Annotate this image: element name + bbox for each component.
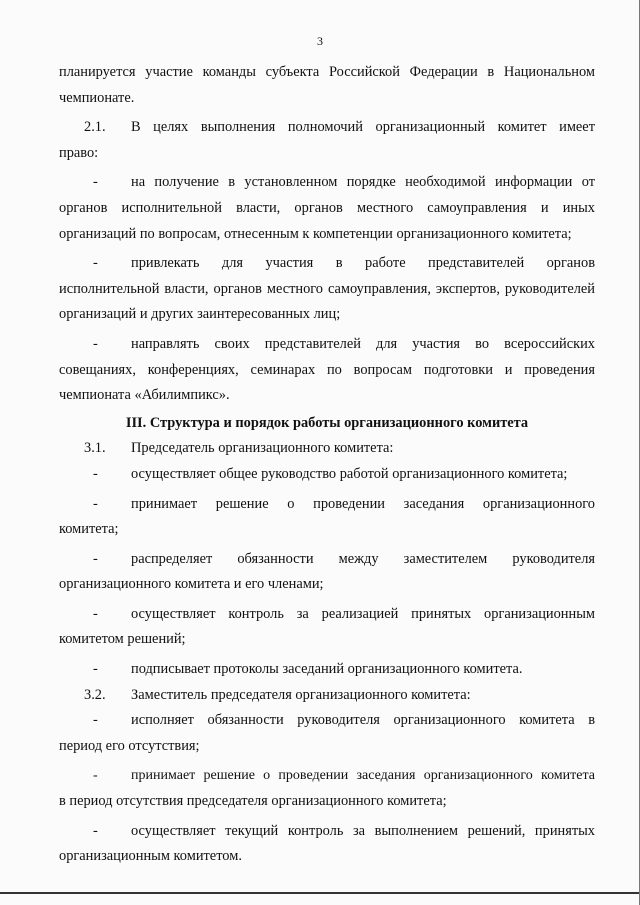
clause-3-2 [59,683,595,709]
clause-text: Председатель организационного комитета: [131,440,394,457]
clause-3-1-item [59,462,595,488]
item-text: осуществляет общее руководство работой организационного комитета; [131,465,568,482]
clause-3-2-item [59,819,595,870]
item-continuation: период его отсутствия; [59,737,200,754]
clause-text: В целях выполнения полномочий организационный комитет имеет [131,119,595,136]
clause-3-1-item [59,657,595,683]
item-continuation: организационным комитетом. [59,848,242,865]
clause-3-1-item [59,602,595,653]
item-continuation: комитета; [59,521,119,538]
clause-2-1 [59,115,595,141]
clause-3-2-item [59,763,595,814]
page-number: 3 [317,34,323,48]
clause-3-1-item [59,492,595,543]
item-text: на получение в установленном порядке необходимой информации от [131,174,595,191]
document-body [59,60,595,870]
item-continuation: организационного комитета и его членами; [59,576,324,593]
list-dash: - [93,335,98,352]
list-dash: - [93,661,98,678]
item-continuation: в период отсутствия председателя организационного комитета; [59,793,447,810]
item-text: исполняет обязанности руководителя организационного комитета в [131,712,595,729]
item-text: осуществляет текущий контроль за выполнением решений, принятых [131,822,595,839]
item-continuation: совещаниях, конференциях, семинарах по вопросам подготовки и проведения чемпионата «Абилимпикс». [59,361,595,404]
list-dash: - [93,712,98,729]
section-3-heading: III. Структура и порядок работы организационного комитета [125,414,529,431]
list-dash: - [93,550,98,567]
list-dash: - [93,605,98,622]
clause-3-1-item [59,547,595,598]
clause-2-1-item [59,170,595,247]
clause-3-2-item [59,708,595,759]
clause-number: 2.1. [84,119,106,136]
clause-2-1-item [59,251,595,328]
list-dash: - [93,465,98,482]
item-text: осуществляет контроль за реализацией принятых организационным [131,605,595,622]
clause-2-1-item [59,332,595,409]
item-continuation: органов исполнительной власти, органов местного самоуправления и иных организаций по вопросам, отнесенным к компетенции организационного комитета; [59,199,595,242]
clause-number: 3.2. [84,686,106,703]
list-dash: - [93,768,98,784]
item-text: привлекать для участия в работе представителей органов [131,255,595,272]
list-dash: - [93,255,98,272]
list-dash: - [93,174,98,191]
item-text: принимает решение о проведении заседания организационного комитета [131,768,595,784]
item-text: принимает решение о проведении заседания организационного [131,495,595,512]
scan-bottom-edge [0,892,640,894]
intro-line-2: чемпионате. [59,89,135,106]
clause-text: Заместитель председателя организационного комитета: [131,686,471,703]
item-text: направлять своих представителей для участия во всероссийских [131,335,595,352]
intro-line-1: планируется участие команды субъекта Российской Федерации в Национальном [59,64,595,80]
item-continuation: комитетом решений; [59,631,186,648]
clause-2-1-continuation: право: [59,144,99,161]
item-text: подписывает протоколы заседаний организационного комитета. [131,661,523,678]
clause-3-1 [59,436,595,462]
clause-number: 3.1. [84,440,106,457]
list-dash: - [93,495,98,512]
list-dash: - [93,822,98,839]
item-continuation: исполнительной власти, органов местного самоуправления, экспертов, руководителей организаций и других заинтересованных лиц; [59,280,595,323]
item-text: распределяет обязанности между заместителем руководителя [131,550,595,567]
